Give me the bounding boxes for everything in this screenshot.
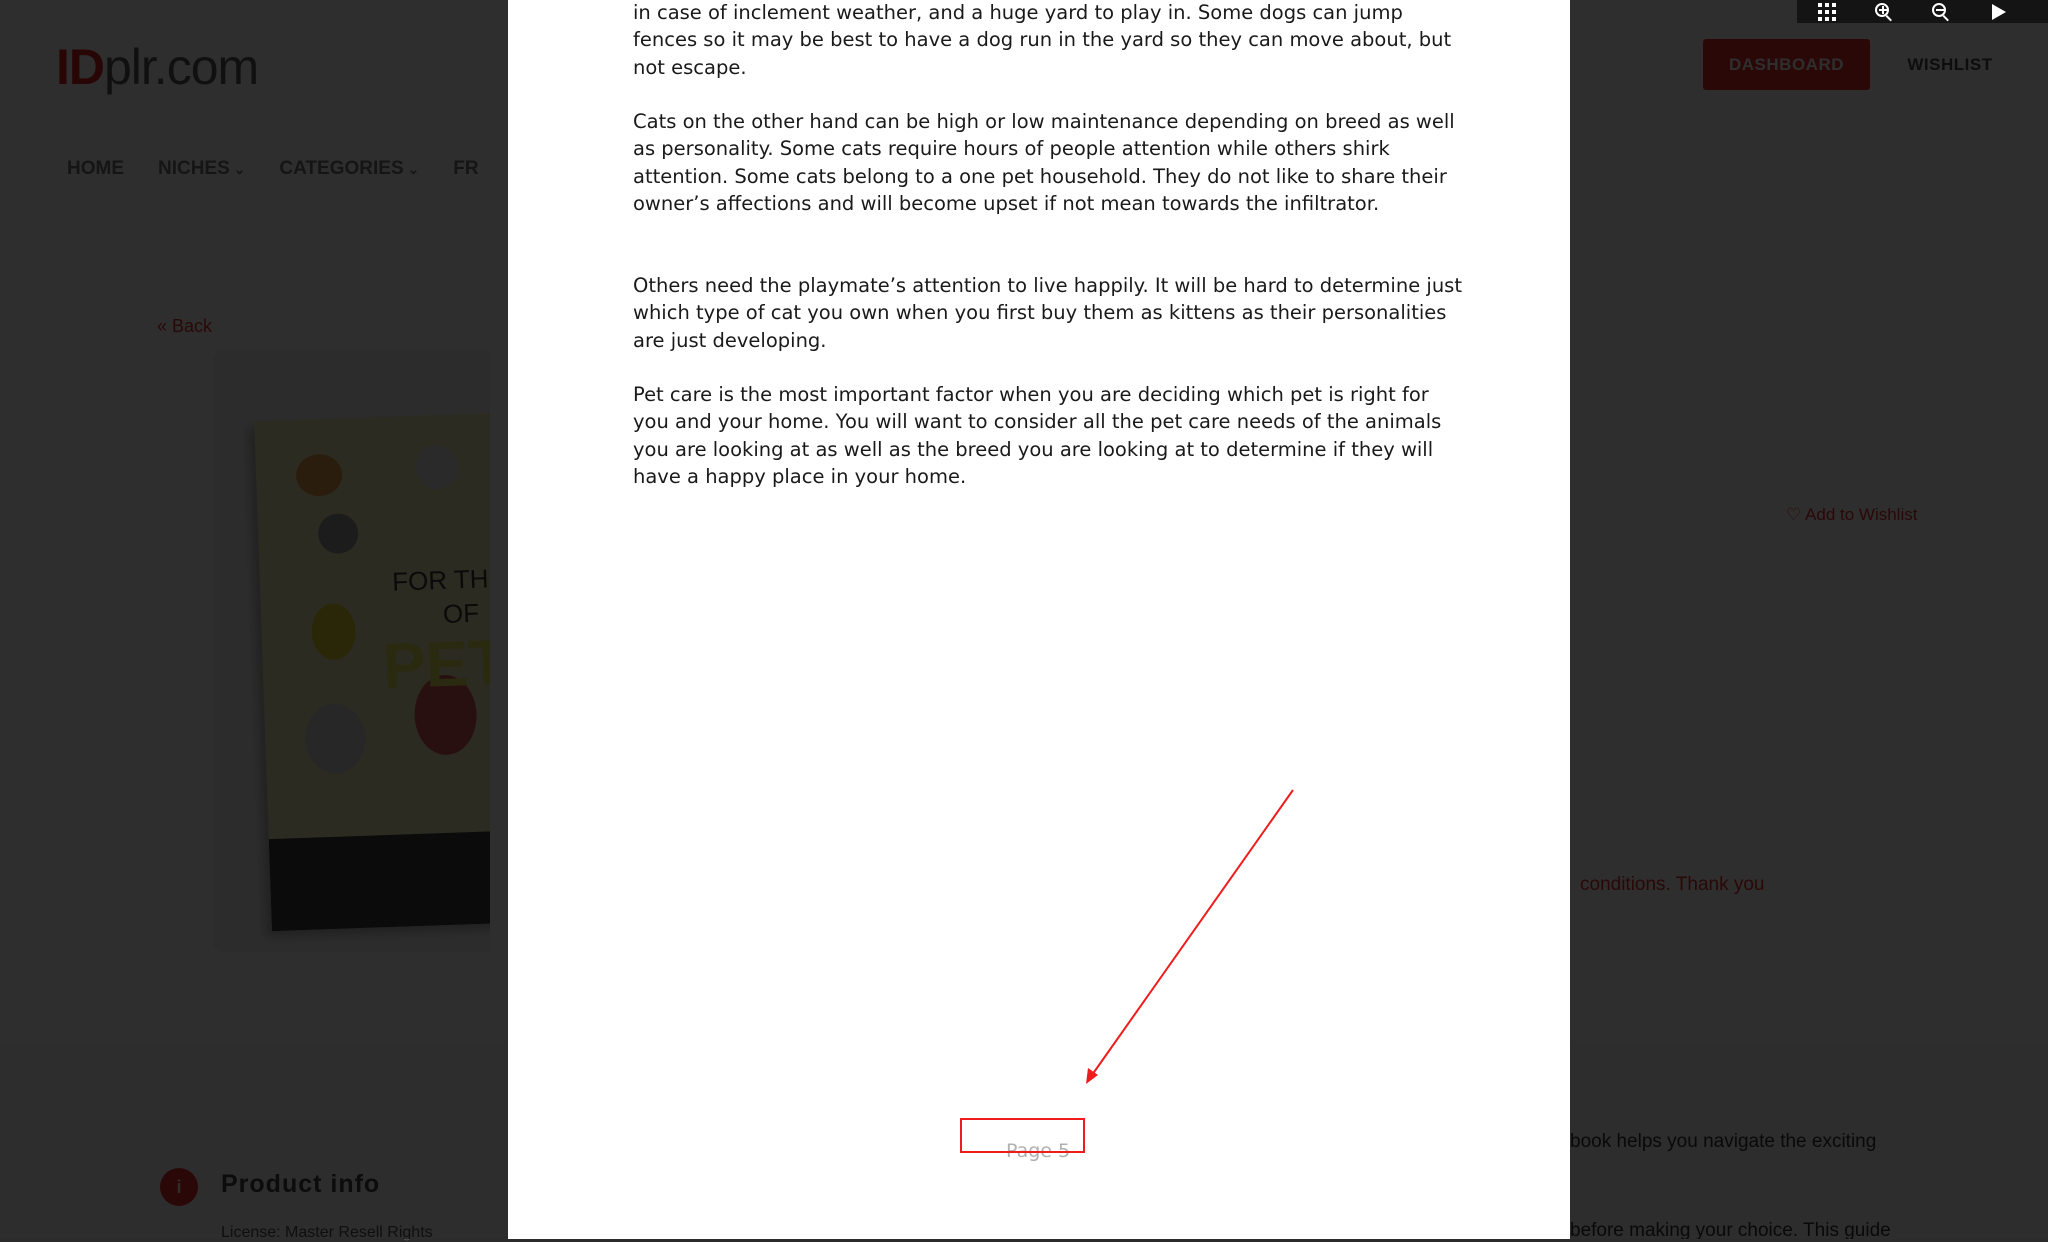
document-paragraph: Others need the playmate’s attention to live happily. It will be hard to determine just which type of cat you own when you first buy them as kittens as their personalities are just developing. [633, 274, 1462, 352]
grid-icon[interactable] [1812, 0, 1842, 23]
document-paragraph: Pet care is the most important factor when you are deciding which pet is right for you and your home. You will want to consider all the pet care needs of the animals you are looking at as well as the breed you are looking at to determine if they will have a happy place in your home. [633, 383, 1442, 488]
zoom-in-icon[interactable] [1869, 0, 1899, 23]
page-number: Page 5 [1006, 1140, 1071, 1162]
annotation-highlight-box [960, 1118, 1085, 1153]
play-icon[interactable] [1984, 0, 2014, 23]
document-paragraph: in case of inclement weather, and a huge yard to play in. Some dogs can jump fences so it may be best to have a dog run in the yard so they can move about, but not escape. [633, 1, 1452, 79]
document-paragraph: Cats on the other hand can be high or low maintenance depending on breed as well as personality. Some cats require hours of people attention while others shirk attention. Some cats belong to a one pet household. They do not like to share their owner’s affections and will become upset if not mean towards the infiltrator. [633, 110, 1455, 215]
document-page [508, 0, 1570, 1239]
zoom-out-icon[interactable] [1926, 0, 1956, 23]
viewer-toolbar [1797, 0, 2048, 23]
